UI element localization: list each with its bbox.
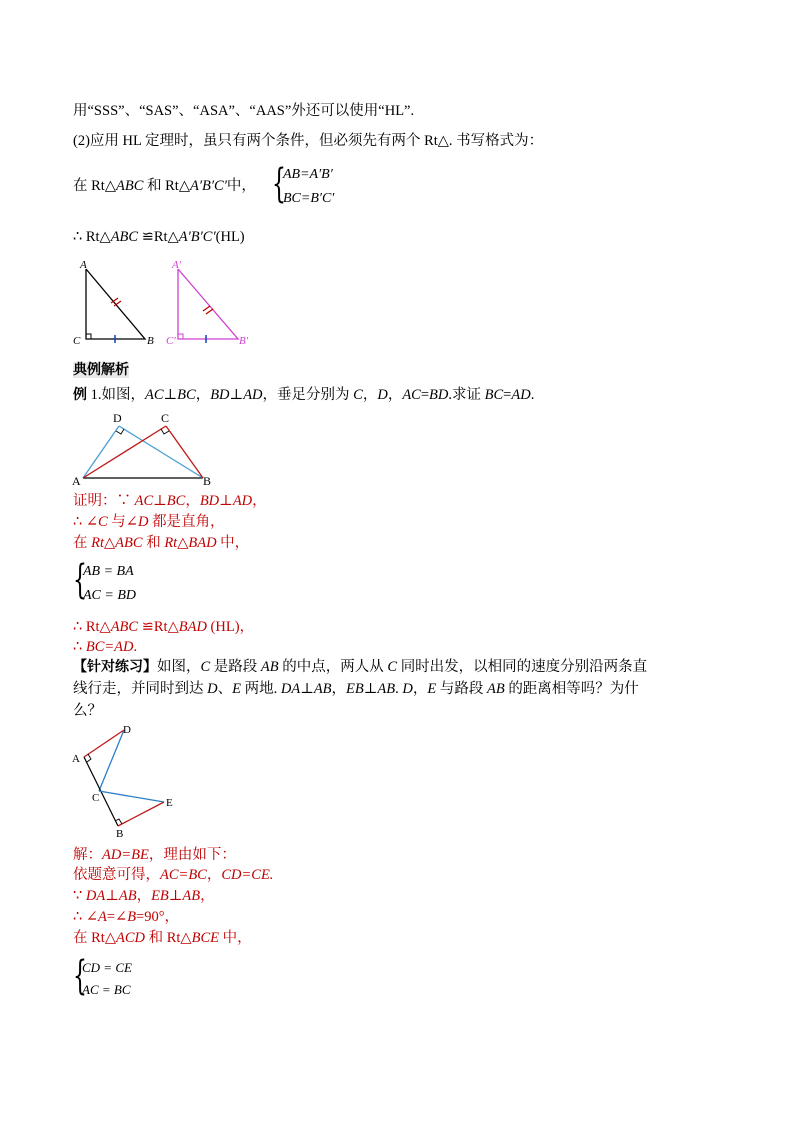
text: Rt△ABC: [91, 535, 143, 551]
text: 的中点，两人从: [278, 659, 388, 675]
text: 两地.: [240, 681, 281, 697]
text: AB: [260, 659, 279, 675]
text: A′B′C′: [178, 229, 216, 245]
text: 中，: [226, 178, 256, 194]
text: ⊥: [153, 493, 167, 509]
text: ，: [362, 387, 378, 403]
text: BC=AD: [85, 639, 134, 655]
text: =: [420, 387, 430, 403]
text: AC: [134, 493, 154, 509]
text: AB: [182, 888, 201, 904]
text: ，: [331, 681, 347, 697]
label-c: C: [92, 792, 100, 804]
text: 的距离相等吗？为什: [504, 681, 639, 697]
text: (HL)，: [206, 619, 255, 635]
text: C: [200, 659, 211, 675]
text: BAD: [178, 619, 207, 635]
label-c: C: [73, 335, 81, 347]
text: 解：: [73, 847, 102, 863]
label-b-prime: B′: [239, 335, 249, 347]
text: .: [133, 639, 138, 655]
text: ⊥: [105, 888, 119, 904]
text: EB: [151, 888, 169, 904]
solution-line-3: [73, 887, 215, 905]
text: ⊥: [363, 681, 378, 697]
text: 线行走，并同时到达: [73, 681, 208, 697]
text: 和: [142, 535, 165, 551]
text: 在 Rt△: [73, 930, 116, 946]
hl-format-line: [73, 177, 256, 195]
text: AB: [118, 888, 137, 904]
solution-condition-1: CD = CE: [82, 960, 132, 975]
text: .: [530, 387, 535, 403]
condition-1: AB=A′B′: [283, 167, 333, 182]
label-d: D: [123, 724, 131, 736]
text: 都是直角，: [148, 514, 225, 530]
practice-line-3: 么？: [73, 703, 102, 719]
text: A′B′C′: [189, 178, 227, 194]
text: 1.如图，: [87, 387, 145, 403]
text: BC: [166, 493, 186, 509]
text: 中，: [218, 930, 252, 946]
text: BD: [199, 493, 220, 509]
text: AD: [511, 387, 531, 403]
text: 典例解析: [73, 362, 129, 378]
intro-line-1: 用“SSS”、“SAS”、“ASA”、“AAS”外还可以使用“HL”.: [73, 103, 415, 119]
label-c: C: [161, 411, 170, 425]
text: 证明：∵: [73, 493, 135, 509]
text: D: [137, 514, 149, 530]
text: ⊥: [300, 681, 314, 697]
text: Rt△BAD: [164, 535, 217, 551]
left-brace: {: [73, 557, 87, 603]
text: B: [127, 909, 137, 925]
text: 在 Rt△: [73, 178, 116, 194]
segment-cb: [166, 426, 203, 478]
proof-line-5: [73, 638, 137, 656]
text: ，: [195, 387, 211, 403]
practice-line-2: [73, 680, 639, 698]
text: AD=BE: [102, 847, 149, 863]
text: ⊥: [219, 493, 233, 509]
text: EB: [346, 681, 364, 697]
text: CD=CE.: [221, 867, 274, 883]
proof-line-3: [73, 534, 249, 552]
text: ACD: [115, 930, 145, 946]
text: ABC: [110, 229, 139, 245]
text: BD: [210, 387, 230, 403]
solution-condition-2: AC = BC: [82, 982, 131, 997]
text: 和 Rt△: [143, 178, 190, 194]
text: 与∠: [107, 514, 138, 530]
text: ⊥: [229, 387, 244, 403]
text: AC: [145, 387, 164, 403]
text: 中，: [216, 535, 250, 551]
text: C: [353, 387, 363, 403]
practice-figure: [70, 722, 185, 840]
text: ⊥: [163, 387, 178, 403]
text: BD: [429, 387, 449, 403]
segment-ce: [99, 791, 164, 802]
text: (HL): [215, 229, 245, 245]
label-a: A: [72, 474, 81, 488]
segment-ac: [83, 426, 166, 478]
example-1-statement: [73, 386, 534, 404]
text: ，: [252, 493, 267, 509]
solution-line-2: [73, 866, 273, 884]
hl-conclusion: [73, 228, 245, 246]
text: 例: [73, 387, 87, 403]
segment-ad: [83, 426, 119, 478]
text: 同时出发，以相同的速度分别沿两条直: [397, 659, 648, 675]
text: ∴ ∠: [73, 514, 98, 530]
text: E: [232, 681, 241, 697]
text: =∠: [106, 909, 128, 925]
text: D: [377, 387, 388, 403]
text: AC: [402, 387, 421, 403]
text: .求证: [448, 387, 485, 403]
text: C: [387, 659, 398, 675]
text: =90°，: [136, 909, 180, 925]
text: ，: [136, 888, 152, 904]
text: AC=BC: [160, 867, 207, 883]
right-angle-mark: [86, 334, 91, 339]
example-1-figure: [72, 406, 217, 491]
solution-line-1: [73, 846, 236, 864]
text: AB: [486, 681, 505, 697]
text: C: [98, 514, 108, 530]
text: =: [503, 387, 512, 403]
label-a-prime: A′: [172, 259, 182, 271]
text: D: [402, 681, 413, 697]
text: BC: [177, 387, 196, 403]
text: 【针对练习】: [73, 659, 157, 675]
text: D: [207, 681, 218, 697]
text: ⊥: [168, 888, 183, 904]
text: E: [427, 681, 437, 697]
label-a: A: [80, 259, 87, 271]
text: 在: [73, 535, 92, 551]
text: 与路段: [436, 681, 487, 697]
segment-be: [118, 802, 164, 826]
triangle-abc: [86, 269, 145, 339]
right-angle-mark: [161, 429, 169, 434]
text: ，: [200, 888, 215, 904]
hl-triangles-figure: [70, 255, 260, 350]
label-e: E: [166, 797, 173, 809]
text: AD: [243, 387, 263, 403]
label-c-prime: C′: [166, 335, 176, 347]
text: DA: [85, 888, 106, 904]
text: ，垂足分别为: [262, 387, 354, 403]
proof-condition-2: AC = BD: [83, 588, 136, 603]
text: ，理由如下：: [148, 847, 236, 863]
intro-line-2: (2)应用 HL 定理时，虽只有两个条件，但必须先有两个 Rt△. 书写格式为：: [73, 133, 544, 149]
text: 是路段: [210, 659, 261, 675]
text: BCE: [191, 930, 219, 946]
text: ABC: [110, 619, 139, 635]
text: 、: [217, 681, 233, 697]
text: ，: [206, 867, 222, 883]
tick-mark: [203, 306, 210, 311]
label-b: B: [116, 828, 124, 840]
text: ABC: [115, 178, 144, 194]
text: AD: [232, 493, 253, 509]
condition-2: BC=B′C′: [283, 191, 335, 206]
solution-line-5: [73, 929, 252, 947]
triangle-abc-prime: [178, 269, 238, 339]
text: ∴ Rt△: [73, 619, 111, 635]
proof-line-4: [73, 618, 254, 636]
text: ∴ Rt△: [73, 229, 111, 245]
section-title: [73, 361, 129, 379]
text: ≌Rt△: [138, 619, 179, 635]
left-brace: {: [272, 161, 286, 207]
left-brace: {: [73, 953, 87, 999]
proof-line-1: [73, 492, 267, 510]
text: BC: [484, 387, 504, 403]
right-angle-mark: [116, 429, 124, 434]
right-angle-mark: [178, 334, 183, 339]
practice-line-1: [73, 658, 647, 676]
proof-condition-1: AB = BA: [83, 564, 134, 579]
text: AB: [377, 681, 396, 697]
label-a: A: [72, 753, 80, 765]
text: 和 Rt△: [144, 930, 192, 946]
tick-mark: [206, 309, 213, 314]
label-b: B: [203, 474, 212, 488]
text: ，: [185, 493, 200, 509]
text: .: [395, 681, 403, 697]
text: ≌Rt△: [138, 229, 179, 245]
label-b: B: [147, 335, 154, 347]
text: 如图，: [157, 659, 201, 675]
text: DA: [280, 681, 301, 697]
proof-line-2: [73, 513, 225, 531]
text: ∵: [73, 888, 86, 904]
text: ∴: [73, 639, 86, 655]
text: AB: [313, 681, 332, 697]
label-d: D: [113, 411, 122, 425]
text: ∴ ∠: [73, 909, 98, 925]
text: A: [98, 909, 107, 925]
text: ，: [412, 681, 428, 697]
text: 依题意可得，: [73, 867, 160, 883]
segment-db: [119, 426, 203, 478]
solution-line-4: [73, 908, 179, 926]
text: ，: [387, 387, 403, 403]
